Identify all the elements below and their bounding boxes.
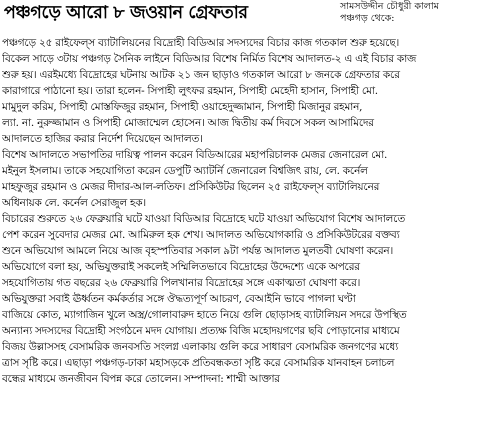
body-line: অভিযুক্তরা সবাই ঊর্ধ্বতন কর্মকর্তার সঙ্গে ঔদ্ধত্যপূর্ণ আচরণ, বেআইনি ভাবে পাগলা ঘণ্টা: [2, 293, 356, 305]
body-line: মামুদুল করিম, সিপাহী মোস্তফিজুর রহমান, সিপাহী ওয়াহেদুজ্জামান, সিপাহী মিজানুর রহমান,: [2, 101, 363, 113]
byline: [340, 1, 502, 25]
body-line: বন্ধের মাধ্যমে জনজীবন বিপন্ন করে তোলেন। সম্পাদনা: শাম্মী আক্তার: [2, 373, 280, 385]
body-line: মাহফুজুর রহমান ও মেজর দীদার-আল-লতিফ। প্রসিকিউটর ছিলেন ২৫ রাইফেল্‌স ব্যাটালিয়নের: [2, 181, 380, 193]
body-line: অধিনায়ক লে. কর্নেল সেরাজুল হক।: [2, 197, 146, 209]
body-line: বিচারের শুরুতে ২৬ ফেব্রুয়ারি ঘটে যাওয়া বিডিআর বিদ্রোহে ঘটে যাওয়া অভিযোগ বিশেষ আদালতে: [2, 213, 405, 225]
body-line: বিশেষ আদালতে সভাপতির দায়িত্ব পালন করেন বিডিআরের মহাপরিচালক মেজর জেনারেল মো.: [2, 149, 388, 161]
article-body: [2, 35, 500, 387]
body-line: অন্যান্য সদস্যদের বিদ্রোহী সংগঠনে মদদ যোগায়। প্রত্যক্ষ বিজি মহোদয়গণের ছবি পোড়ানোর মাধ্যমে: [2, 325, 400, 337]
body-line: ল্যা. না. নুরুজ্জামান ও সিপাহী মোজাম্মেল হোসেন। আজ দ্বিতীয় কর্ম দিবসে সকল আসামিদের: [2, 117, 374, 129]
body-line: পঞ্চগড়ে ২৫ রাইফেল্‌স ব্যাটালিয়নের বিদ্রোহী বিডিআর সদস্যদের বিচার কাজ গতকাল শুরু হয়েছে।: [2, 37, 400, 49]
body-line: সহযোগিতায় গত বছরের ২৬ ফেব্রুয়ারি পিলখানার বিদ্রোহের সঙ্গে একাত্মতা ঘোষণা করে।: [2, 277, 361, 289]
body-line: বিজয় উল্লাসসহ বেসামরিক জনবসতি সংলগ্ন এলাকায় গুলি করে সাধারণ বেসামরিক জনগণের মধ্যে: [2, 341, 399, 353]
article-header: [0, 0, 503, 34]
body-line: মইনুল ইসলাম। তাকে সহযোগিতা করেন ডেপুটি অ্যাটর্নি জেনারেল বিশ্বজিৎ রায়, লে. কর্নেল: [2, 165, 368, 177]
body-line: বিকেল সাড়ে ৩টায় পঞ্চগড় সৈনিক লাইনে বিডিআর বিশেষ নির্মিত বিশেষ আদালত-২ এ এই বিচার কাজ: [2, 53, 417, 65]
body-line: কারাগারে পাঠানো হয়। তারা হলেন- সিপাহী লুৎফর রহমান, সিপাহী মেহেদী হাসান, সিপাহী মো.: [2, 85, 378, 97]
body-line: পেশ করেন সুবেদার মেজর মো. আমিরুল হক শেখ। আদালত অভিযোগকারি ও প্রসিকিউটরের বক্তব্য: [2, 229, 400, 241]
body-line: শুরু হয়। এরইমধ্যে বিদ্রোহের ঘটনায় আটক ২১ জন ছাড়াও গতকাল আরো ৮ জনকে গ্রেফতার করে: [2, 69, 400, 81]
body-line: ত্রাস সৃষ্টি করে। এছাড়া পঞ্চগড়-ঢাকা মহাসড়কে প্রতিবন্ধকতা সৃষ্টি করে বেসামরিক যানবাহন চলাচল: [2, 357, 395, 369]
body-line: বাজিয়ে কোত, ম্যাগাজিন খুলে অস্ত্র/গোলাবারুদ হাতে নিয়ে গুলি ছোড়াসহ ব্যাটালিয়ন সদরে উপস্থিত: [2, 309, 407, 321]
byline-author: সামসউদ্দীন চৌধুরী কালাম: [340, 1, 439, 12]
headline: পঞ্চগড়ে আরো ৮ জওয়ান গ্রেফতার: [4, 3, 248, 23]
body-line: অভিযোগে বলা হয়, অভিযুক্তরাই সকলেই সম্মিলিতভাবে বিদ্রোহের উদ্দেশ্যে একে অপরের: [2, 261, 360, 273]
byline-location: পঞ্চগড় থেকে:: [340, 13, 395, 24]
body-line: আদালতে হাজির করার নির্দেশ দিয়েছেন আদালত।: [2, 133, 203, 145]
body-line: শুনে অভিযোগ আমলে নিয়ে আজ বৃহস্পতিবার সকাল ৯টা পর্যন্ত আদালত মুলতবী ঘোষণা করেন।: [2, 245, 393, 257]
